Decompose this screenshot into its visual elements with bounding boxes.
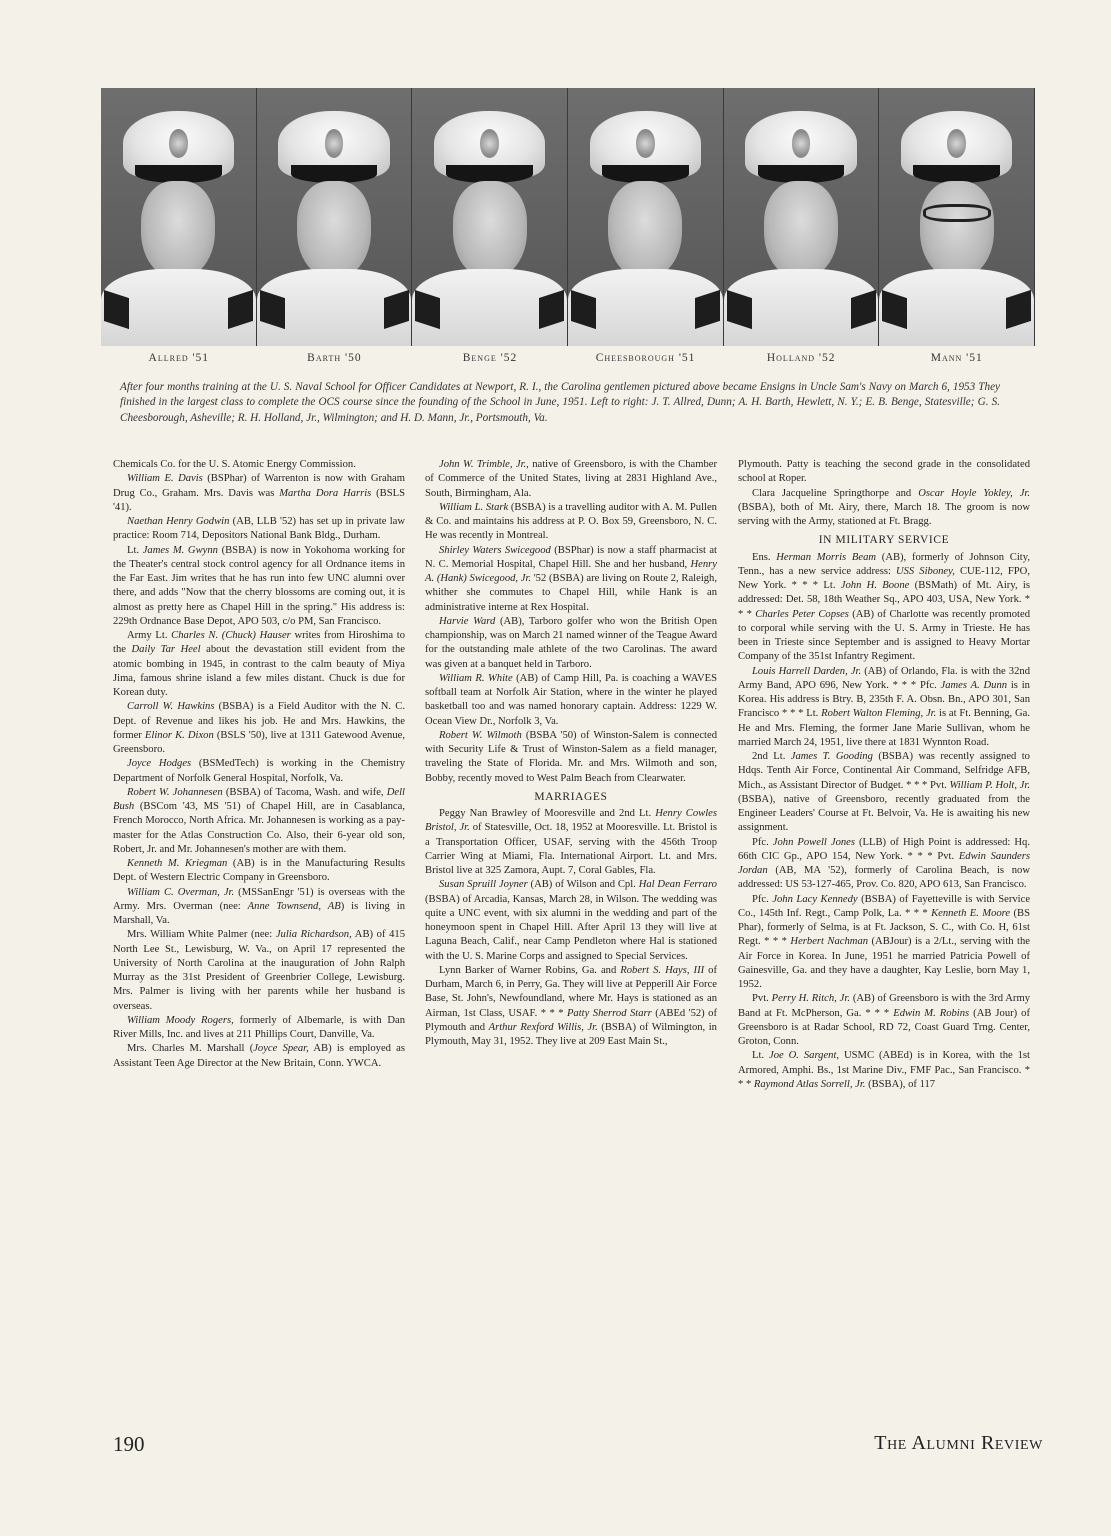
- paragraph: Mrs. William White Palmer (nee: Julia Richardson, AB) of 415 North Lee St., Lewisburg, W. Va., on April 17 represented the University of North Carolina at the inauguration of John Ralph Murray as the 31st President of Greenbrier College, Lewisburg. Mrs. Palmer is living with her parents while her husband is overseas.: [113, 929, 406, 1012]
- paragraph: Pfc. John Powell Jones (LLB) of High Point is addressed: Hq. 66th CIC Gp., APO 154, New York. * * * Pvt. Edwin Saunders Jordan (AB, MA '52), formerly of Carolina Beach, is now addressed: US 53-127-465, Prov. Co. 820, APO 613, San Francisco.: [738, 836, 1030, 891]
- paragraph: William C. Overman, Jr. (MSSanEngr '51) is overseas with the Army. Mrs. Overman (nee: Anne Townsend, AB) is living in Marshall, Va.: [113, 886, 406, 926]
- paragraph: John W. Trimble, Jr., native of Greensboro, is with the Chamber of Commerce of the United States, living at 2831 Highland Ave., South, Birmingham, Ala.: [425, 459, 717, 499]
- paragraph: 2nd Lt. James T. Gooding (BSBA) was recently assigned to Hdqs. Tenth Air Force, Continental Air Command, Selfridge AFB, Mich., as Assistant Director of Budget. * * * Pvt. William P. Holt, Jr. (BSBA), native of Greensboro, recently graduated from the Engineer Leaders' Course at Ft. Belvoir, Va. He is awaiting his new assignment.: [738, 751, 1030, 834]
- paragraph: Plymouth. Patty is teaching the second grade in the consolidated school at Roper.: [738, 459, 1030, 485]
- paragraph: Kenneth M. Kriegman (AB) is in the Manufacturing Results Dept. of Western Electric Company in Greensboro.: [113, 858, 406, 884]
- page-number: 190: [113, 1432, 145, 1456]
- portrait-name: Mann '51: [930, 352, 983, 364]
- portrait-photo: [101, 88, 257, 346]
- portrait-name: Benge '52: [462, 352, 518, 364]
- paragraph: William R. White (AB) of Camp Hill, Pa. is coaching a WAVES softball team at Norfolk Air Station, where in the winter he played basketball too and was named honorary captain. Address: 1229 W. Ocean View Dr., Norfolk 3, Va.: [425, 672, 717, 727]
- paragraph: Chemicals Co. for the U. S. Atomic Energy Commission.: [113, 459, 356, 470]
- portrait-name: Allred '51: [148, 352, 210, 364]
- paragraph: Shirley Waters Swicegood (BSPhar) is now a staff pharmacist at N. C. Memorial Hospital, Chapel Hill. She and her husband, Henry A. (Hank) Swicegood, Jr. '52 (BSBA) are living on Route 2, Raleigh, whither she commutes to Chapel Hill, while Hank is an administrative interne at Rex Hospital.: [425, 544, 718, 613]
- paragraph: Naethan Henry Godwin (AB, LLB '52) has set up in private law practice: Room 714, Depositors National Bank Bldg., Durham.: [113, 516, 405, 542]
- paragraph: William Moody Rogers, formerly of Albemarle, is with Dan River Mills, Inc. and lives at 211 Phillips Court, Danville, Va.: [113, 1014, 405, 1040]
- publication-title: The Alumni Review: [874, 1432, 1043, 1454]
- portrait-photo: [879, 88, 1035, 346]
- paragraph: Robert W. Wilmoth (BSBA '50) of Winston-Salem is connected with Security Life & Trust of Winston-Salem as a field manager, traveling the State of Florida. Mr. and Mrs. Wilmoth and son, Bobby, recently moved to West Palm Beach from Clearwater.: [425, 729, 717, 784]
- article-column-3: [738, 458, 1030, 1092]
- portrait-strip: [101, 88, 1035, 346]
- article-column-2: [425, 458, 717, 1049]
- portrait-name: Holland '52: [766, 352, 836, 364]
- paragraph: Harvie Ward (AB), Tarboro golfer who won the British Open championship, was on March 21 named winner of the Teague Award for the outstanding male athlete of the two Carolinas. The award was given at a banquet held in Tarboro.: [425, 615, 717, 670]
- portrait-photo: [724, 88, 880, 346]
- paragraph: Mrs. Charles M. Marshall (Joyce Spear, AB) is employed as Assistant Teen Age Director at the New Britain, Conn. YWCA.: [113, 1043, 405, 1069]
- paragraph: Peggy Nan Brawley of Mooresville and 2nd Lt. Henry Cowles Bristol, Jr. of Statesville, Oct. 18, 1952 at Mooresville. Lt. Bristol is a Transportation Officer, USAF, serving with the 456th Troop Carrier Wing at Miami, Fla. International Airport. Lt. and Mrs. Bristol live at 325 Zamora, Aupt. 7, Coral Gables, Fla.: [425, 808, 717, 876]
- paragraph: Lynn Barker of Warner Robins, Ga. and Robert S. Hays, III of Durham, March 6, in Perry, Ga. They will live at Pepperill Air Force Base, St. John's, Newfoundland, where Mr. Hays is stationed as an Airman, 1st Class, USAF. * * * Patty Sherrod Starr (ABEd '52) of Plymouth and Arthur Rexford Willis, Jr. (BSBA) of Wilmington, in Plymouth, May 31, 1952. They live at 209 East Main St.,: [425, 964, 717, 1047]
- paragraph: Ens. Herman Morris Beam (AB), formerly of Johnson City, Tenn., has a new service address: USS Siboney, CUE-112, FPO, New York. * * * Lt. John H. Boone (BSMath) of Mt. Airy, is addressed: Det. 58, 18th Weather Sq., APO 403, USA, New York. * * * Charles Peter Copses (AB) of Charlotte was recently promoted to corporal while serving with the U. S. Army in Trieste. He has been in Trieste since September and is assigned to Heavy Mortar Company of the 351st Infantry Regiment.: [738, 551, 1030, 663]
- portrait-name: Cheesborough '51: [595, 352, 696, 364]
- paragraph: Susan Spruill Joyner (AB) of Wilson and Cpl. Hal Dean Ferraro (BSBA) of Arcadia, Kansas, March 28, in Wilson. The wedding was quite a UNC event, with six alumni in the wedding and part of the honeymoon spent in Chapel Hill. After April 13 they will live at Laguna Beach, Calif., near Camp Pendleton where Hal is stationed with the U. S. Marine Corps and assigned to Special Services.: [425, 879, 717, 962]
- paragraph: Carroll W. Hawkins (BSBA) is a Field Auditor with the N. C. Dept. of Revenue and likes his job. He and Mrs. Hawkins, the former Elinor K. Dixon (BSLS '50), live at 1311 Gatewood Avenue, Greensboro.: [113, 701, 405, 755]
- portrait-photo: [412, 88, 568, 346]
- paragraph: Lt. Joe O. Sargent, USMC (ABEd) is in Korea, with the 1st Armored, Amphi. Bs., 1st Marine Div., FMF Pac., San Francisco. * * * Raymond Atlas Sorrell, Jr. (BSBA), of 117: [738, 1050, 1030, 1090]
- paragraph: William L. Stark (BSBA) is a travelling auditor with A. M. Pullen & Co. and maintains his address at P. O. Box 59, Greensboro, N. C. He was recently in Montreal.: [425, 501, 717, 542]
- paragraph: Lt. James M. Gwynn (BSBA) is now in Yokohoma working for the Theater's central stock control agency for all Ordnance items in the Far East. Jim writes that he has run into few UNC alumni over there, and adds "Now that the cherry blossoms are coming out, it is almost as pretty here as Chapel Hill in the spring." His address is: 229th Ordnance Base Depot, APO 503, c/o PM, San Francisco.: [113, 544, 405, 627]
- paragraph: Pfc. John Lacy Kennedy (BSBA) of Fayetteville is with Service Co., 145th Inf. Regt., Camp Polk, La. * * * Kenneth E. Moore (BS Phar), formerly of Selma, is at Ft. Jackson, S. C., with Co. H, 61st Regt. * * * Herbert Nachman (ABJour) is a 2/Lt., serving with the Air Force in Korea. In June, 1951 he married Patricia Powell of Gainesville, Ga. and they have a daughter, Kay Leslie, born May 1, 1952.: [738, 893, 1031, 990]
- paragraph: Clara Jacqueline Springthorpe and Oscar Hoyle Yokley, Jr. (BSBA), both of Mt. Airy, there, March 18. The groom is now serving with the Army, stationed at Ft. Bragg.: [738, 487, 1030, 527]
- section-heading-military: IN MILITARY SERVICE: [818, 534, 950, 547]
- paragraph: Louis Harrell Darden, Jr. (AB) of Orlando, Fla. is with the 32nd Army Band, APO 696, New York. * * * Pfc. James A. Dunn is in Korea. His address is Btry. B, 235th F. A. Obsn. Bn., APO 301, San Francisco * * * Lt. Robert Walton Fleming, Jr. is at Ft. Benning, Ga. He and Mrs. Fleming, the former Jane Marie Sullivan, whom he married March 24, 1951, live there at 1831 Wynnton Road.: [738, 665, 1030, 748]
- portrait-names: [101, 352, 1035, 372]
- section-heading-marriages: MARRIAGES: [534, 790, 608, 803]
- portrait-name: Barth '50: [307, 352, 362, 364]
- portrait-photo: [568, 88, 724, 346]
- photo-caption: After four months training at the U. S. Naval School for Officer Candidates at Newport, R. I., the Carolina gentlemen pictured above became Ensigns in Uncle Sam's Navy on March 6, 1953 They finished in the largest class to complete the OCS course since the founding of the School in June, 1951. Left to right: J. T. Allred, Dunn; A. H. Barth, Hewlett, N. Y.; E. B. Benge, Statesville; G. S. Cheesborough, Asheville; R. H. Holland, Jr., Wilmington; and H. D. Mann, Jr., Portsmouth, Va.: [120, 381, 1000, 424]
- paragraph: Army Lt. Charles N. (Chuck) Hauser writes from Hiroshima to the Daily Tar Heel about the devastation still evident from the atomic bombing in 1945, in contrast to the calm beauty of Miya Jima, famous shrine island a few miles distant. Chuck is due for Korean duty.: [113, 630, 405, 698]
- paragraph: Joyce Hodges (BSMedTech) is working in the Chemistry Department of Norfolk General Hospital, Norfolk, Va.: [113, 758, 405, 784]
- paragraph: Robert W. Johannesen (BSBA) of Tacoma, Wash. and wife, Dell Bush (BSCom '43, MS '51) of Chapel Hill, are in Casablanca, French Morocco, North Africa. Mr. Johannesen is working as a pay-master for the Atlas Construction Co. Also, their 6-year old son, Robert, Jr. and Mr. Johannesen's mother are with them.: [113, 786, 406, 855]
- article-column-1: [113, 458, 405, 1071]
- paragraph: William E. Davis (BSPhar) of Warrenton is now with Graham Drug Co., Graham. Mrs. Davis was Martha Dora Harris (BSLS '41).: [113, 473, 405, 513]
- paragraph: Pvt. Perry H. Ritch, Jr. (AB) of Greensboro is with the 3rd Army Band at Ft. McPherson, Ga. * * * Edwin M. Robins (AB Jour) of Greensboro is at Radar School, RD 72, Coast Guard Trng. Center, Groton, Conn.: [738, 993, 1030, 1047]
- portrait-photo: [257, 88, 413, 346]
